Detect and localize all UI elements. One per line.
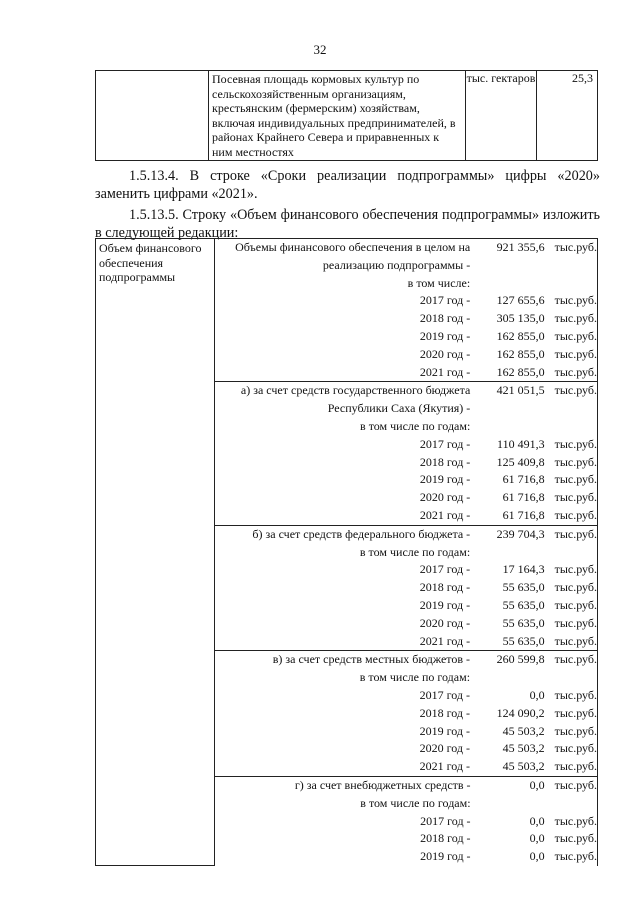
table-row — [215, 418, 597, 436]
unit-label: тыс.руб. — [554, 490, 597, 505]
section-line: Объемы финансового обеспечения в целом на — [235, 240, 471, 254]
year-label: 2018 год - — [419, 311, 471, 326]
year-amount: 124 090,2 — [496, 705, 545, 720]
unit-label: тыс.руб. — [554, 849, 597, 864]
section-a — [215, 382, 598, 525]
year-row — [215, 705, 597, 723]
section-line: в том числе по годам: — [359, 544, 471, 559]
year-row — [215, 436, 597, 454]
year-amount: 17 164,3 — [502, 562, 545, 577]
year-label: 2021 год - — [419, 633, 471, 648]
year-row — [215, 561, 597, 579]
year-label: 2021 год - — [419, 507, 471, 522]
year-row — [215, 723, 597, 741]
finance-table — [95, 238, 598, 866]
table-row — [215, 382, 597, 400]
year-amount: 162 855,0 — [496, 346, 545, 361]
unit-label: тыс.руб. — [554, 777, 597, 792]
section-amount: 421 051,5 — [496, 383, 545, 398]
unit-label: тыс.руб. — [554, 831, 597, 846]
year-label: 2017 год - — [419, 687, 471, 702]
unit-label: тыс.руб. — [554, 311, 597, 326]
unit-label: тыс.руб. — [554, 293, 597, 308]
year-amount: 127 655,6 — [496, 293, 545, 308]
year-row — [215, 813, 597, 831]
section-amount: 239 704,3 — [496, 526, 545, 541]
finance-label: Объем финансового обеспечения подпрограммы — [96, 239, 215, 866]
section-amount: 921 355,6 — [496, 240, 545, 254]
unit-label: тыс.руб. — [554, 580, 597, 595]
year-amount: 45 503,2 — [502, 723, 545, 738]
year-amount: 0,0 — [529, 687, 545, 702]
year-amount: 55 635,0 — [502, 580, 545, 595]
year-amount: 0,0 — [529, 813, 545, 828]
year-row — [215, 848, 597, 866]
year-label: 2019 год - — [419, 328, 471, 343]
table-row — [215, 544, 597, 562]
table-row — [215, 777, 597, 795]
unit-label: тыс.руб. — [554, 507, 597, 522]
table-row — [215, 669, 597, 687]
year-label: 2017 год - — [419, 293, 471, 308]
year-label: 2018 год - — [419, 705, 471, 720]
unit-label: тыс.руб. — [554, 615, 597, 630]
year-row — [215, 740, 597, 758]
year-row — [215, 364, 597, 382]
unit-label: тыс.руб. — [554, 526, 597, 541]
year-amount: 55 635,0 — [502, 597, 545, 612]
row-unit: тыс. гектаров — [466, 71, 537, 161]
unit-label: тыс.руб. — [554, 633, 597, 648]
section-line: в том числе: — [407, 275, 471, 290]
year-row — [215, 489, 597, 507]
section-line: реализацию подпрограммы - — [322, 257, 471, 272]
page-number: 32 — [313, 42, 327, 57]
section-g — [215, 776, 598, 865]
year-amount: 55 635,0 — [502, 633, 545, 648]
year-row — [215, 830, 597, 848]
year-label: 2017 год - — [419, 436, 471, 451]
paragraph-1: 1.5.13.4. В строке «Сроки реализации подпрограммы» цифры «2020» заменить цифрами «2021». — [95, 168, 600, 202]
year-label: 2020 год - — [419, 490, 471, 505]
unit-label: тыс.руб. — [554, 240, 597, 254]
year-label: 2021 год - — [419, 364, 471, 379]
unit-label: тыс.руб. — [554, 454, 597, 469]
year-amount: 305 135,0 — [496, 311, 545, 326]
section-line: в том числе по годам: — [360, 795, 471, 810]
year-amount: 61 716,8 — [502, 490, 545, 505]
row-value: 25,3 — [537, 71, 598, 161]
year-label: 2017 год - — [419, 562, 471, 577]
unit-label: тыс.руб. — [554, 328, 597, 343]
empty-cell — [96, 71, 209, 161]
unit-label: тыс.руб. — [554, 597, 597, 612]
year-row — [215, 292, 597, 310]
year-label: 2018 год - — [420, 831, 471, 846]
unit-label: тыс.руб. — [554, 741, 597, 756]
unit-label: тыс.руб. — [554, 472, 597, 487]
unit-label: тыс.руб. — [554, 687, 597, 702]
section-total — [215, 239, 598, 382]
year-row — [215, 615, 597, 633]
unit-label: тыс.руб. — [554, 759, 597, 774]
table-row — [215, 257, 597, 275]
year-label: 2021 год - — [419, 759, 471, 774]
section-line: Республики Саха (Якутия) - — [327, 401, 471, 416]
table-row — [215, 400, 597, 418]
section-amount: 0,0 — [529, 777, 545, 792]
year-label: 2019 год - — [419, 723, 471, 738]
year-row — [215, 758, 597, 776]
unit-label: тыс.руб. — [554, 346, 597, 361]
table-row — [215, 239, 597, 257]
year-label: 2019 год - — [419, 597, 471, 612]
section-amount: 260 599,8 — [496, 652, 545, 667]
year-row — [215, 633, 597, 651]
year-amount: 110 491,3 — [497, 436, 545, 451]
unit-label: тыс.руб. — [554, 436, 597, 451]
year-amount: 162 855,0 — [496, 364, 545, 379]
year-row — [215, 597, 597, 615]
top-table — [95, 70, 598, 161]
year-row — [215, 471, 597, 489]
section-line: в) за счет средств местных бюджетов - — [272, 652, 471, 667]
year-label: 2018 год - — [419, 454, 471, 469]
table-row — [215, 651, 597, 669]
table-row — [215, 795, 597, 813]
year-label: 2020 год - — [419, 615, 471, 630]
year-label: 2020 год - — [419, 346, 471, 361]
year-amount: 45 503,2 — [502, 741, 545, 756]
year-row — [215, 346, 597, 364]
year-row — [215, 579, 597, 597]
year-row — [215, 454, 597, 472]
section-line: г) за счет внебюджетных средств - — [294, 777, 471, 792]
year-label: 2017 год - — [420, 813, 471, 828]
table-row — [215, 275, 597, 293]
year-amount: 61 716,8 — [502, 472, 545, 487]
unit-label: тыс.руб. — [554, 562, 597, 577]
year-amount: 45 503,2 — [502, 759, 545, 774]
paragraph-2: 1.5.13.5. Строку «Объем финансового обеспечения подпрограммы» изложить в следующей редакции: — [95, 207, 600, 241]
section-line: в том числе по годам: — [359, 670, 471, 685]
year-amount: 162 855,0 — [496, 328, 545, 343]
section-line: б) за счет средств федерального бюджета - — [252, 526, 471, 541]
unit-label: тыс.руб. — [554, 383, 597, 398]
unit-label: тыс.руб. — [554, 723, 597, 738]
year-row — [215, 687, 597, 705]
year-label: 2020 год - — [419, 741, 471, 756]
year-label: 2019 год - — [420, 849, 471, 864]
year-row — [215, 507, 597, 525]
year-amount: 61 716,8 — [502, 507, 545, 522]
unit-label: тыс.руб. — [554, 652, 597, 667]
year-label: 2019 год - — [419, 472, 471, 487]
section-v — [215, 651, 598, 777]
unit-label: тыс.руб. — [554, 813, 597, 828]
unit-label: тыс.руб. — [554, 364, 597, 379]
section-b — [215, 525, 598, 651]
row-text: Посевная площадь кормовых культур по сельскохозяйственным организациям, крестьянским (фермерским) хозяйствам, включая индивидуальных предпринимателей, в районах Крайнего Севера и приравненных к ним местностях — [209, 71, 466, 161]
unit-label: тыс.руб. — [554, 705, 597, 720]
year-label: 2018 год - — [419, 580, 471, 595]
year-amount: 0,0 — [529, 849, 545, 864]
year-amount: 55 635,0 — [502, 615, 545, 630]
section-line: а) за счет средств государственного бюджета — [240, 383, 471, 398]
year-amount: 125 409,8 — [496, 454, 545, 469]
section-line: в том числе по годам: — [360, 418, 471, 433]
table-row — [96, 71, 598, 161]
year-row — [215, 328, 597, 346]
year-row — [215, 310, 597, 328]
year-amount: 0,0 — [529, 831, 545, 846]
table-row — [215, 526, 597, 544]
